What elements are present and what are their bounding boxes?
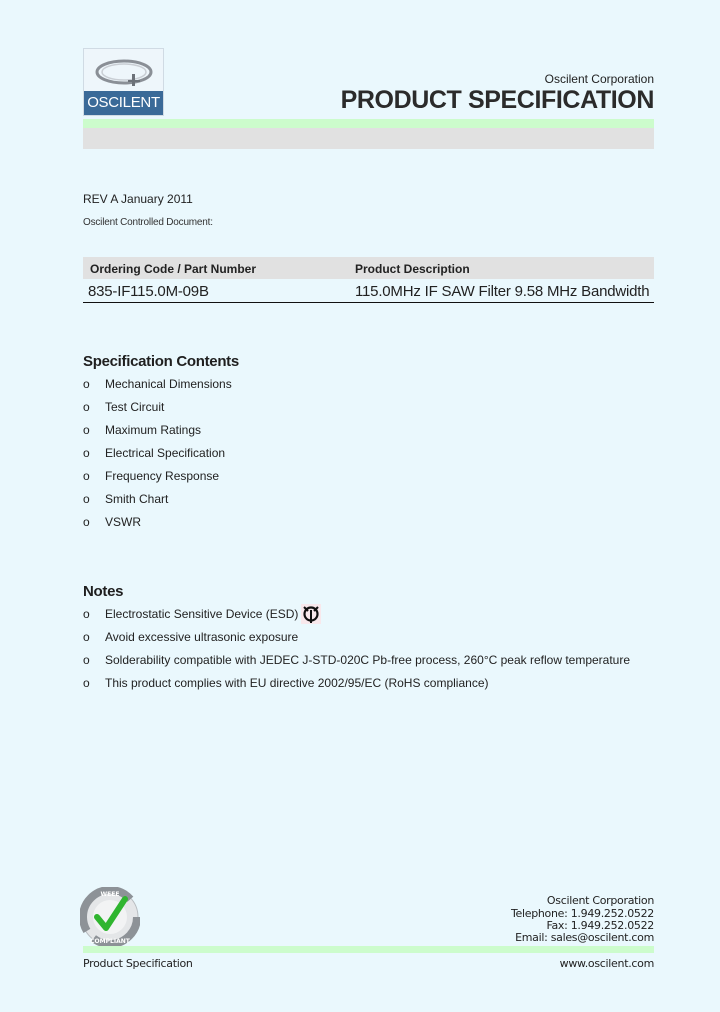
- part-number-cell: 835-IF115.0M-09B: [88, 283, 209, 300]
- footer-website-link[interactable]: www.oscilent.com: [559, 957, 654, 970]
- contents-item-label: Frequency Response: [105, 469, 220, 483]
- contents-item-label: Test Circuit: [105, 400, 165, 414]
- svg-text:COMPLIANT: COMPLIANT: [90, 938, 130, 945]
- bullet: o: [83, 676, 90, 690]
- bullet: o: [83, 423, 90, 437]
- bullet: o: [83, 515, 90, 529]
- company-name: Oscilent Corporation: [544, 72, 654, 86]
- logo-text: OSCILENT: [84, 91, 163, 115]
- bullet: o: [83, 492, 90, 506]
- footer-telephone: Telephone: 1.949.252.0522: [510, 907, 654, 920]
- contents-item-label: Maximum Ratings: [105, 423, 202, 437]
- bullet: o: [83, 607, 90, 621]
- contents-heading: Specification Contents: [83, 353, 239, 370]
- bullet: o: [83, 653, 90, 667]
- logo-ring-icon: [94, 58, 154, 88]
- rohs-weee-compliant-badge-icon: [80, 887, 140, 947]
- note-item-label: Electrostatic Sensitive Device (ESD): [105, 607, 299, 621]
- bullet: o: [83, 446, 90, 460]
- header-gray-band: [83, 128, 654, 149]
- footer-fax: Fax: 1.949.252.0522: [546, 919, 654, 932]
- header-green-band: [83, 119, 654, 128]
- description-cell: 115.0MHz IF SAW Filter 9.58 MHz Bandwidth: [355, 283, 650, 300]
- bullet: o: [83, 469, 90, 483]
- bullet: o: [83, 377, 90, 391]
- revision-label: REV A January 2011: [83, 192, 193, 206]
- bullet: o: [83, 400, 90, 414]
- esd-icon: [301, 604, 321, 624]
- footer-email[interactable]: Email: sales@oscilent.com: [515, 931, 654, 944]
- note-item-label: Solderability compatible with JEDEC J-STD-020C Pb-free process, 260°C peak reflow temperature: [105, 653, 631, 667]
- column-header-description: Product Description: [355, 262, 470, 276]
- footer-green-band: [83, 946, 654, 953]
- contents-item-label: Mechanical Dimensions: [105, 377, 232, 391]
- contents-item-label: Smith Chart: [105, 492, 169, 506]
- controlled-document-label: Oscilent Controlled Document:: [83, 217, 213, 228]
- column-header-part-number: Ordering Code / Part Number: [90, 262, 257, 276]
- oscilent-logo: [83, 48, 164, 116]
- footer-document-label: Product Specification: [83, 957, 193, 970]
- table-divider: [83, 302, 654, 303]
- note-item-label: This product complies with EU directive 2002/95/EC (RoHS compliance): [105, 676, 489, 690]
- footer-company: Oscilent Corporation: [546, 894, 654, 907]
- bullet: o: [83, 630, 90, 644]
- contents-item-label: Electrical Specification: [105, 446, 226, 460]
- page-title: PRODUCT SPECIFICATION: [340, 86, 654, 114]
- contents-item-label: VSWR: [105, 515, 141, 529]
- notes-heading: Notes: [83, 583, 124, 600]
- svg-text:WEEE: WEEE: [100, 891, 120, 898]
- note-item-label: Avoid excessive ultrasonic exposure: [105, 630, 299, 644]
